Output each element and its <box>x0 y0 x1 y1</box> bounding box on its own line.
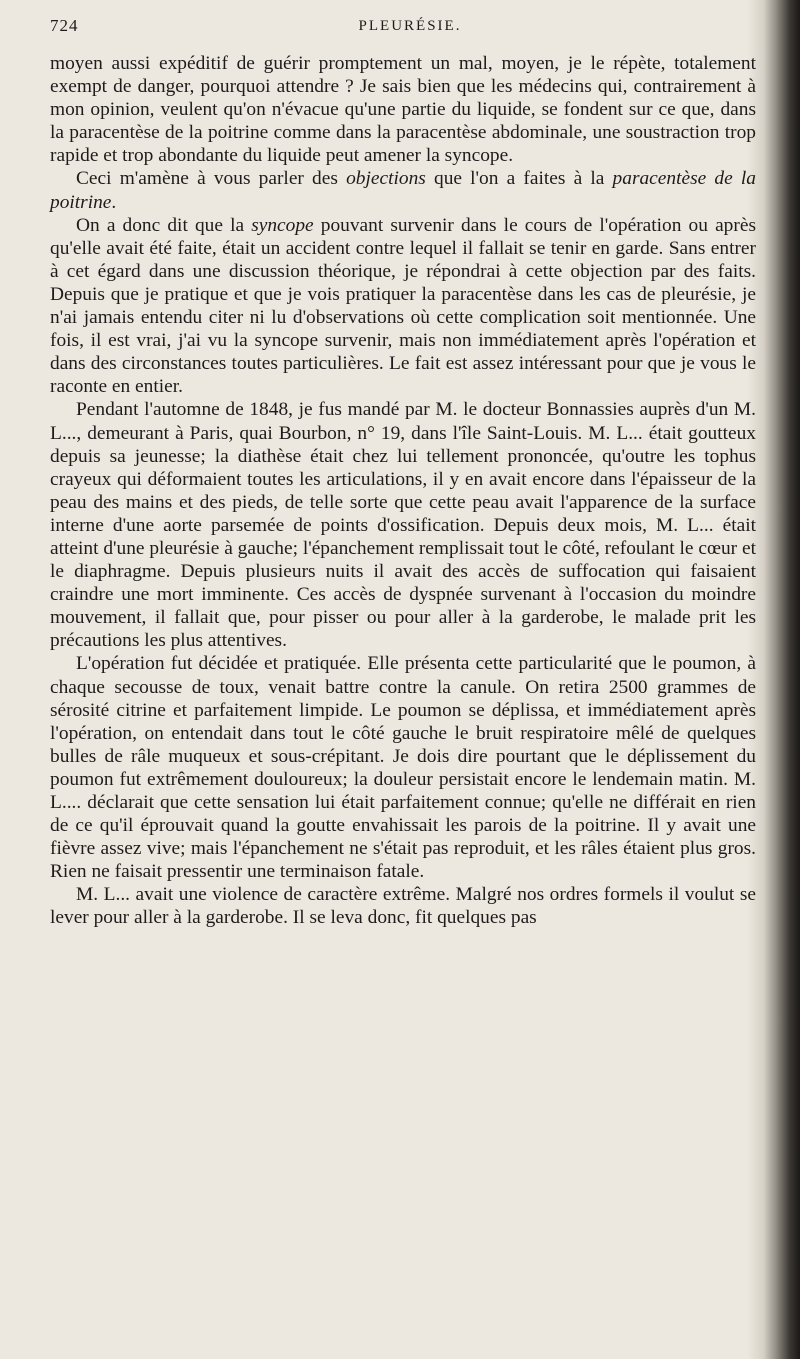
paragraph-3-text: On a donc dit que la <box>76 214 245 236</box>
paragraph-3-emphasis-syncope: syncope <box>251 214 314 236</box>
paragraph-2-end: . <box>111 191 117 213</box>
paragraph-3 <box>50 214 756 399</box>
paragraph-5: L'opération fut décidée et pratiquée. Elle présenta cette particularité que le poumon, à chaque secousse de toux, venait battre contre la canule. On retira 2500 grammes de sérosité citrine et parfaitement limpide. Le poumon se déplissa, et immédiatement après l'opération, on entendait dans tout le côté gauche le bruit respiratoire mêlé de quelques bulles de râle muqueux et sous-crépitant. Je dois dire pourtant que le déplissement du poumon fut extrêmement douloureux; la douleur persistait encore le lendemain matin. M. L.... déclarait que cette sensation lui était parfaitement connue; qu'elle ne différait en rien de ce qu'il éprouvait quand la goutte envahissait les parois de la poitrine. Il y avait une fièvre assez vive; mais l'épanchement ne s'était pas reproduit, et les râles étaient plus gros. Rien ne faisait pressentir une terminaison fatale. <box>50 653 756 883</box>
paragraph-6: M. L... avait une violence de caractère extrême. Malgré nos ordres formels il voulut se lever pour aller à la garderobe. Il se leva donc, fit quelques pas <box>50 884 756 929</box>
paragraph-3-rest: pouvant survenir dans le cours de l'opération ou après qu'elle avait été faite, était un accident contre lequel il fallait se tenir en garde. Sans entrer à cet égard dans une discussion théorique, je répondrai à cette objection par des faits. Depuis que je pratique et que je vois pratiquer la paracentèse dans les cas de pleurésie, je n'ai jamais entendu citer ni lu d'observations où cette complication soit mentionnée. Une fois, il est vrai, j'ai vu la syncope survenir, mais non immédiatement après l'opération et dans des circonstances toutes particulières. Le fait est assez intéressant pour que je vous le raconte en entier. <box>50 214 756 398</box>
paragraph-2-emphasis-objections: objections <box>346 168 426 190</box>
running-title: PLEURÉSIE. <box>358 18 462 34</box>
paragraph-2-text: Ceci m'amène à vous parler des <box>76 168 338 190</box>
paragraph-2 <box>50 167 756 213</box>
page-header <box>50 16 750 40</box>
paragraph-2-emphasis-title: paracentèse de la poitrine <box>50 168 756 213</box>
paragraph-4: Pendant l'automne de 1848, je fus mandé par M. le docteur Bonnassies auprès d'un M. L..., demeurant à Paris, quai Bourbon, n° 19, dans l'île Saint-Louis. M. L... était goutteux depuis sa jeunesse; la diathèse était chez lui tellement prononcée, qu'outre les tophus crayeux qui déformaient toutes les articulations, il y en avait encore dans l'épaisseur de la peau des mains et des pieds, de telle sorte que cette peau avait l'apparence de la surface interne d'une aorte parsemée de points d'ossification. Depuis deux mois, M. L... était atteint d'une pleurésie à gauche; l'épanchement remplissait tout le côté, refoulant le cœur et le diaphragme. Depuis plusieurs nuits il avait des accès de suffocation qui faisaient craindre une mort imminente. Ces accès de dyspnée survenant à l'occasion du moindre mouvement, il fallait que, pour pisser ou pour aller à la garderobe, le malade prit les précautions les plus attentives. <box>50 399 756 652</box>
body-text <box>50 52 756 930</box>
paragraph-2-middle: que l'on a faites à la <box>425 168 613 190</box>
page-number: 724 <box>50 16 79 35</box>
paragraph-1: moyen aussi expéditif de guérir promptement un mal, moyen, je le répète, totalement exempt de danger, pourquoi attendre ? Je sais bien que les médecins qui, contrairement à mon opinion, veulent qu'on n'évacue qu'une partie du liquide, se fondent sur ce que, dans la paracentèse de la poitrine comme dans la paracentèse abdominale, une soustraction trop rapide et trop abondante du liquide peut amener la syncope. <box>50 53 756 167</box>
